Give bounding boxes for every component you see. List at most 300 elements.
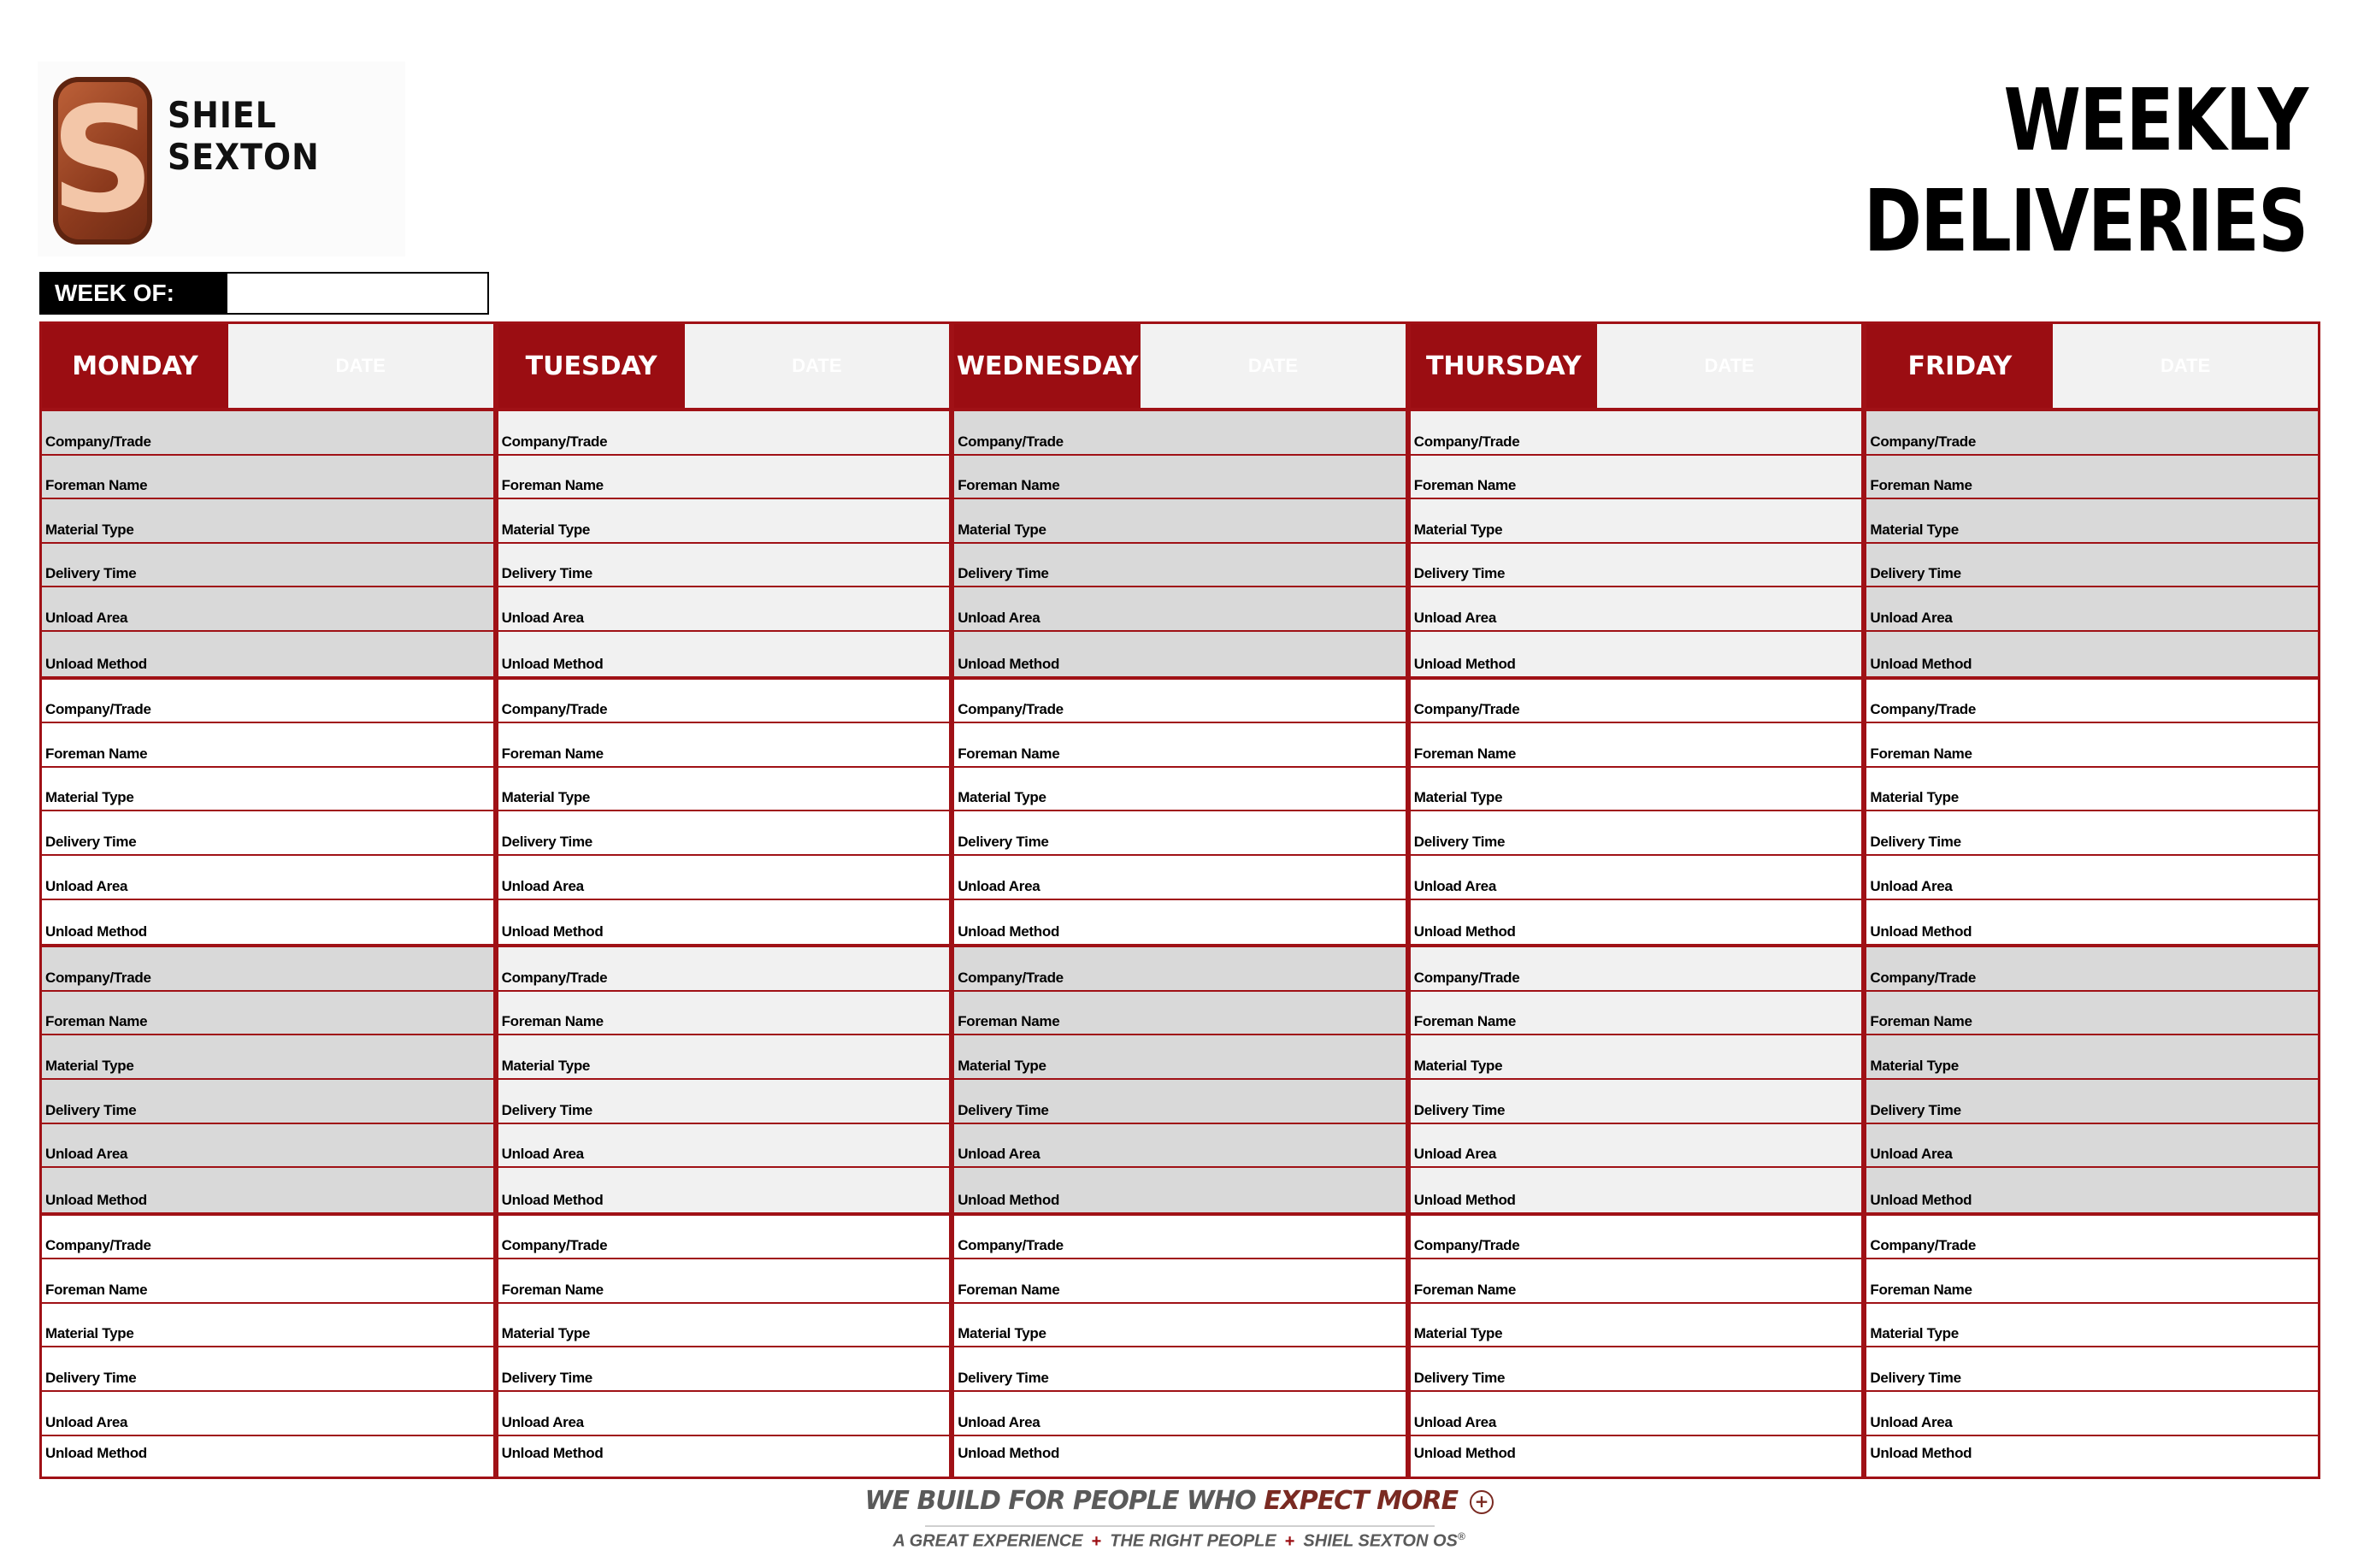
field-label: Unload Method [501,1444,604,1461]
field-label: Foreman Name [45,1281,148,1298]
field-row[interactable] [498,992,950,1036]
field-row[interactable] [42,992,493,1036]
field-label: Unload Method [45,1444,147,1461]
field-row[interactable] [954,856,1406,900]
field-label: Company/Trade [501,1237,608,1254]
field-label: Material Type [501,1057,591,1074]
field-label: Company/Trade [45,433,151,450]
field-label: Unload Area [501,609,584,626]
field-label: Foreman Name [1413,1281,1516,1298]
field-row[interactable] [498,587,950,632]
field-row[interactable] [1411,811,1862,856]
field-row[interactable] [1411,723,1862,768]
field-row[interactable] [498,900,950,945]
field-label: Foreman Name [958,1013,1060,1030]
field-row[interactable] [1411,1168,1862,1212]
day-column-thursday [1411,324,1867,1477]
field-row[interactable] [498,947,950,992]
slogan-main: WE BUILD FOR PEOPLE WHO [864,1486,1256,1516]
field-label: Material Type [1870,1057,1959,1074]
field-label: Unload Area [1870,877,1953,894]
field-label: Foreman Name [1870,1013,1972,1030]
field-row[interactable] [1411,1259,1862,1304]
field-row[interactable] [42,856,493,900]
field-label: Delivery Time [1413,1370,1506,1387]
field-label: Company/Trade [501,969,608,986]
field-label: Unload Area [1413,1146,1496,1163]
field-label: Company/Trade [45,969,151,986]
field-label: Company/Trade [501,433,608,450]
field-label: Unload Area [958,1146,1040,1163]
field-row[interactable] [42,632,493,676]
field-row[interactable] [954,1304,1406,1348]
field-row[interactable] [954,1035,1406,1080]
field-label: Material Type [1413,521,1503,538]
field-label: Foreman Name [958,745,1060,762]
field-label: Company/Trade [1870,1237,1977,1254]
field-row[interactable] [1866,680,2318,724]
field-label: Unload Area [501,1413,584,1430]
field-row[interactable] [1411,1304,1862,1348]
field-label: Delivery Time [45,1370,137,1387]
field-label: Delivery Time [958,565,1049,582]
field-label: Company/Trade [1870,969,1977,986]
field-label: Unload Area [1413,609,1496,626]
delivery-entry [954,947,1406,1216]
day-date-field[interactable]: DATE [2053,324,2318,408]
field-label: Foreman Name [45,477,148,494]
field-row[interactable] [954,947,1406,992]
field-row[interactable] [954,499,1406,544]
field-label: Unload Method [1413,1444,1516,1461]
delivery-entry [1866,680,2318,948]
field-label: Foreman Name [45,1013,148,1030]
field-row[interactable] [42,1080,493,1124]
field-row[interactable] [42,1216,493,1260]
field-label: Company/Trade [1870,701,1977,718]
field-label: Foreman Name [1870,745,1972,762]
delivery-entry [42,680,493,948]
field-row[interactable] [1866,1216,2318,1260]
field-row[interactable] [1866,1035,2318,1080]
field-row[interactable] [1866,587,2318,632]
field-row[interactable] [954,1259,1406,1304]
field-row[interactable] [498,1259,950,1304]
field-label: Unload Method [45,655,147,672]
field-row[interactable] [1411,1347,1862,1392]
day-date-field[interactable]: DATE [1597,324,1862,408]
field-row[interactable] [498,1347,950,1392]
field-row[interactable] [42,1304,493,1348]
field-label: Unload Method [958,1444,1060,1461]
field-label: Company/Trade [958,969,1064,986]
field-label: Delivery Time [501,1101,592,1118]
field-row[interactable] [1866,856,2318,900]
field-label: Unload Method [1870,1444,1972,1461]
field-row[interactable] [1866,1436,2318,1465]
tagline-2: THE RIGHT PEOPLE [1110,1531,1276,1551]
day-header [1866,324,2318,411]
field-row[interactable] [498,856,950,900]
field-label: Unload Method [958,1191,1060,1208]
field-row[interactable] [498,1080,950,1124]
logo-company-name: SHIEL SEXTON [168,94,320,178]
field-label: Unload Area [1413,1413,1496,1430]
field-label: Unload Method [958,655,1060,672]
field-label: Foreman Name [501,477,604,494]
day-date-field[interactable]: DATE [1141,324,1406,408]
field-label: Foreman Name [1413,1013,1516,1030]
delivery-entry [1411,411,1862,680]
field-label: Material Type [1413,1057,1503,1074]
field-label: Unload Method [958,923,1060,940]
field-label: Delivery Time [45,565,137,582]
field-label: Delivery Time [1870,565,1961,582]
day-name: THURSDAY [1411,324,1597,408]
field-label: Unload Area [958,609,1040,626]
field-label: Unload Area [1413,877,1496,894]
field-row[interactable] [1411,411,1862,456]
delivery-entry [1866,1216,2318,1465]
field-row[interactable] [42,1436,493,1465]
field-label: Company/Trade [1413,701,1520,718]
delivery-entry [498,411,950,680]
tagline-1: A GREAT EXPERIENCE [893,1531,1083,1551]
field-label: Unload Method [1413,1191,1516,1208]
field-row[interactable] [1411,632,1862,676]
field-label: Unload Method [1413,923,1516,940]
field-row[interactable] [498,1124,950,1169]
field-row[interactable] [42,1347,493,1392]
field-row[interactable] [954,1392,1406,1436]
field-row[interactable] [498,544,950,588]
field-label: Company/Trade [958,433,1064,450]
field-row[interactable] [498,1436,950,1465]
field-label: Company/Trade [45,701,151,718]
field-label: Delivery Time [45,833,137,850]
field-label: Delivery Time [958,833,1049,850]
field-label: Unload Area [501,1146,584,1163]
field-label: Material Type [1870,789,1959,806]
field-row[interactable] [954,411,1406,456]
field-label: Unload Area [958,1413,1040,1430]
field-label: Delivery Time [501,833,592,850]
field-row[interactable] [1866,768,2318,812]
field-row[interactable] [1411,900,1862,945]
page-title [1863,70,2307,272]
day-header [42,324,493,411]
field-row[interactable] [1866,411,2318,456]
delivery-entry [42,411,493,680]
field-label: Unload Area [1870,609,1953,626]
field-row[interactable] [498,811,950,856]
field-row[interactable] [954,1168,1406,1212]
field-row[interactable] [1411,1035,1862,1080]
field-label: Company/Trade [1413,969,1520,986]
field-row[interactable] [42,768,493,812]
field-label: Delivery Time [1413,833,1506,850]
field-label: Unload Method [1870,1191,1972,1208]
field-label: Material Type [1413,789,1503,806]
field-row[interactable] [954,992,1406,1036]
field-label: Foreman Name [501,745,604,762]
field-row[interactable] [498,768,950,812]
field-label: Foreman Name [958,477,1060,494]
field-row[interactable] [1866,1168,2318,1212]
field-row[interactable] [498,1392,950,1436]
title-line-2: DELIVERIES [1863,171,2307,271]
field-label: Delivery Time [1413,565,1506,582]
field-row[interactable] [42,1035,493,1080]
delivery-entry [1866,947,2318,1216]
week-of-input[interactable] [227,274,487,313]
field-row[interactable] [1866,811,2318,856]
field-row[interactable] [1411,456,1862,500]
field-row[interactable] [954,632,1406,676]
field-label: Material Type [1413,1325,1503,1342]
field-row[interactable] [1866,499,2318,544]
field-row[interactable] [954,768,1406,812]
company-logo [38,62,405,256]
field-row[interactable] [42,1392,493,1436]
field-label: Unload Method [501,1191,604,1208]
field-row[interactable] [1866,456,2318,500]
tagline-separator-1: + [1091,1531,1102,1551]
field-row[interactable] [498,1168,950,1212]
field-label: Material Type [501,1325,591,1342]
field-label: Material Type [501,521,591,538]
field-label: Unload Area [45,877,128,894]
field-row[interactable] [954,456,1406,500]
tagline-3: SHIEL SEXTON OS [1303,1531,1458,1551]
field-row[interactable] [42,811,493,856]
field-row[interactable] [1411,768,1862,812]
day-header [498,324,950,411]
field-row[interactable] [498,1216,950,1260]
field-row[interactable] [498,1035,950,1080]
field-row[interactable] [1866,1080,2318,1124]
day-date-field[interactable]: DATE [685,324,950,408]
field-label: Unload Area [45,1413,128,1430]
delivery-entry [954,1216,1406,1465]
field-row[interactable] [1411,1392,1862,1436]
footer-tagline [0,1530,2358,1552]
slogan-accent: EXPECT MORE [1264,1486,1459,1516]
logo-s-mark: S [50,76,156,245]
field-row[interactable] [498,680,950,724]
delivery-entry [1411,680,1862,948]
field-label: Unload Area [45,609,128,626]
delivery-entry [954,680,1406,948]
day-name: MONDAY [42,324,228,408]
field-row[interactable] [498,499,950,544]
field-label: Company/Trade [958,1237,1064,1254]
field-label: Foreman Name [958,1281,1060,1298]
field-label: Unload Area [1870,1146,1953,1163]
footer-slogan [0,1486,2358,1516]
field-label: Unload Method [501,923,604,940]
day-column-friday [1866,324,2318,1477]
week-of-label: WEEK OF: [41,274,227,313]
field-row[interactable] [1866,723,2318,768]
field-label: Foreman Name [501,1281,604,1298]
delivery-entry [1866,411,2318,680]
day-column-monday [42,324,498,1477]
field-label: Material Type [958,1325,1046,1342]
day-date-field[interactable]: DATE [228,324,493,408]
field-label: Company/Trade [1413,1237,1520,1254]
field-label: Delivery Time [501,1370,592,1387]
field-label: Unload Method [1413,655,1516,672]
field-label: Unload Area [958,877,1040,894]
field-row[interactable] [1411,947,1862,992]
field-label: Foreman Name [501,1013,604,1030]
day-name: TUESDAY [498,324,685,408]
field-label: Unload Method [45,923,147,940]
field-row[interactable] [1866,992,2318,1036]
field-row[interactable] [42,900,493,945]
field-label: Delivery Time [501,565,592,582]
field-label: Unload Area [1870,1413,1953,1430]
field-label: Material Type [1870,1325,1959,1342]
field-row[interactable] [42,680,493,724]
field-row[interactable] [498,411,950,456]
day-name: WEDNESDAY [954,324,1141,408]
tagline-separator-2: + [1284,1531,1295,1551]
field-label: Foreman Name [45,745,148,762]
field-label: Material Type [958,521,1046,538]
deliveries-grid [39,321,2320,1479]
field-row[interactable] [1866,1347,2318,1392]
field-row[interactable] [498,723,950,768]
field-row[interactable] [1411,680,1862,724]
field-label: Company/Trade [501,701,608,718]
field-row[interactable] [1866,947,2318,992]
field-label: Unload Area [45,1146,128,1163]
field-row[interactable] [954,723,1406,768]
delivery-entry [498,947,950,1216]
field-row[interactable] [1866,1259,2318,1304]
field-row[interactable] [1411,856,1862,900]
field-label: Company/Trade [1870,433,1977,450]
field-label: Material Type [1870,521,1959,538]
field-row[interactable] [1866,900,2318,945]
delivery-entry [498,680,950,948]
field-label: Material Type [958,1057,1046,1074]
field-label: Foreman Name [1413,477,1516,494]
field-row[interactable] [954,587,1406,632]
field-row[interactable] [1411,1124,1862,1169]
field-label: Foreman Name [1413,745,1516,762]
week-of-field [39,272,489,315]
field-label: Delivery Time [958,1370,1049,1387]
field-row[interactable] [42,456,493,500]
field-row[interactable] [42,411,493,456]
field-row[interactable] [1866,1304,2318,1348]
field-row[interactable] [954,1436,1406,1465]
field-label: Delivery Time [1870,1101,1961,1118]
field-label: Unload Method [501,655,604,672]
field-row[interactable] [42,1168,493,1212]
field-row[interactable] [1866,544,2318,588]
field-label: Delivery Time [45,1101,137,1118]
field-row[interactable] [1411,499,1862,544]
field-row[interactable] [42,723,493,768]
field-label: Material Type [45,1057,134,1074]
field-label: Material Type [958,789,1046,806]
field-label: Material Type [45,521,134,538]
field-row[interactable] [498,456,950,500]
field-label: Foreman Name [1870,477,1972,494]
field-row[interactable] [42,947,493,992]
field-row[interactable] [42,1124,493,1169]
field-label: Unload Method [45,1191,147,1208]
field-label: Material Type [501,789,591,806]
day-header [954,324,1406,411]
field-label: Delivery Time [1413,1101,1506,1118]
field-row[interactable] [954,811,1406,856]
field-label: Delivery Time [1870,1370,1961,1387]
field-row[interactable] [954,1347,1406,1392]
field-row[interactable] [42,1259,493,1304]
delivery-entry [1411,947,1862,1216]
day-column-wednesday [954,324,1411,1477]
field-row[interactable] [1866,1124,2318,1169]
field-row[interactable] [1866,1392,2318,1436]
registered-mark: ® [1457,1530,1465,1542]
field-label: Material Type [45,789,134,806]
field-label: Unload Method [1870,923,1972,940]
delivery-entry [954,411,1406,680]
field-row[interactable] [954,900,1406,945]
field-row[interactable] [42,544,493,588]
field-row[interactable] [954,680,1406,724]
day-name: FRIDAY [1866,324,2053,408]
delivery-entry [42,1216,493,1465]
field-row[interactable] [1411,1436,1862,1465]
delivery-entry [42,947,493,1216]
field-label: Unload Method [1870,655,1972,672]
field-row[interactable] [1866,632,2318,676]
field-row[interactable] [1411,992,1862,1036]
field-row[interactable] [1411,587,1862,632]
field-row[interactable] [1411,544,1862,588]
day-column-tuesday [498,324,955,1477]
field-row[interactable] [498,1304,950,1348]
field-label: Delivery Time [1870,833,1961,850]
delivery-entry [1411,1216,1862,1465]
title-line-1: WEEKLY [2002,70,2307,170]
field-row[interactable] [1411,1080,1862,1124]
field-row[interactable] [954,1124,1406,1169]
field-label: Foreman Name [1870,1281,1972,1298]
field-row[interactable] [42,587,493,632]
field-row[interactable] [954,1080,1406,1124]
delivery-entry [498,1216,950,1465]
field-row[interactable] [954,1216,1406,1260]
field-row[interactable] [954,544,1406,588]
field-label: Delivery Time [958,1101,1049,1118]
field-row[interactable] [498,632,950,676]
field-row[interactable] [1411,1216,1862,1260]
field-label: Company/Trade [1413,433,1520,450]
field-label: Material Type [45,1325,134,1342]
field-label: Unload Area [501,877,584,894]
footer-divider [925,1525,1435,1527]
field-row[interactable] [42,499,493,544]
plus-circle-icon: + [1470,1490,1494,1514]
field-label: Company/Trade [45,1237,151,1254]
